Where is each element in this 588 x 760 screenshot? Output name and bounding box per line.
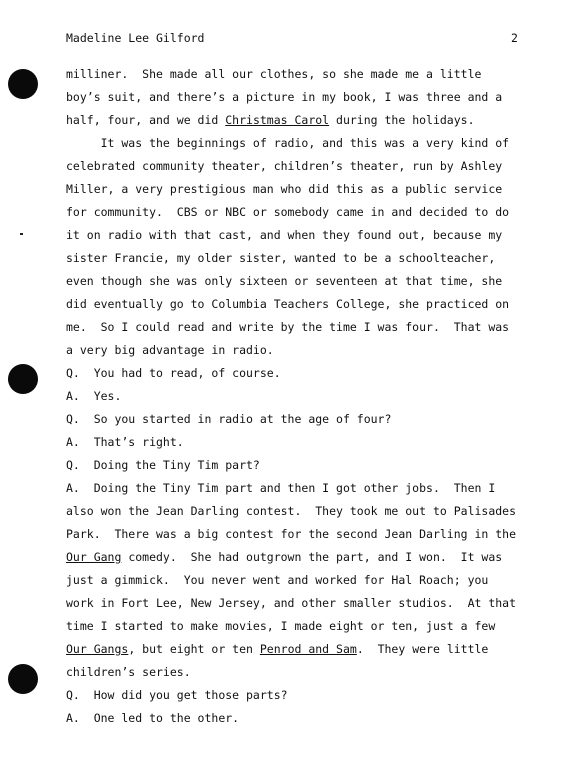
transcript-line: [66, 109, 536, 132]
transcript-line: [66, 224, 536, 247]
text-segment: sister Francie, my older sister, wanted to be a schoolteacher,: [66, 251, 496, 265]
transcript-line: [66, 661, 536, 684]
text-segment: , but eight or ten: [128, 642, 260, 656]
text-segment: during the holidays.: [329, 113, 475, 127]
transcript-line: [66, 477, 536, 500]
transcript-line: [66, 293, 536, 316]
transcript-line: [66, 316, 536, 339]
text-segment: A. One led to the other.: [66, 711, 240, 725]
transcript-line: [66, 132, 536, 155]
transcript-line: [66, 454, 536, 477]
text-segment: Q. So you started in radio at the age of four?: [66, 412, 392, 426]
text-segment: Q. You had to read, of course.: [66, 366, 281, 380]
transcript-line: [66, 339, 536, 362]
transcript-line: [66, 178, 536, 201]
text-segment: It was the beginnings of radio, and this was a very kind of: [66, 136, 510, 150]
text-segment: also won the Jean Darling contest. They took me out to Palisades: [66, 504, 517, 518]
transcript-line: [66, 592, 536, 615]
text-segment: me. So I could read and write by the time I was four. That was: [66, 320, 510, 334]
text-segment: time I started to make movies, I made eight or ten, just a few: [66, 619, 496, 633]
transcript-line: [66, 270, 536, 293]
transcript-line: [66, 684, 536, 707]
transcript-line: [66, 201, 536, 224]
text-segment: half, four, and we did: [66, 113, 226, 127]
underlined-title: Penrod and Sam: [259, 642, 357, 656]
binder-hole: [8, 664, 38, 694]
text-segment: did eventually go to Columbia Teachers College, she practiced on: [66, 297, 510, 311]
transcript-line: [66, 615, 536, 638]
text-segment: children’s series.: [66, 665, 191, 679]
text-segment: A. Doing the Tiny Tim part and then I got other jobs. Then I: [66, 481, 496, 495]
transcript-line: [66, 385, 536, 408]
transcript-line: [66, 86, 536, 109]
text-segment: even though she was only sixteen or seventeen at that time, she: [66, 274, 503, 288]
transcript-line: [66, 362, 536, 385]
text-segment: work in Fort Lee, New Jersey, and other smaller studios. At that: [66, 596, 517, 610]
underlined-title: Our Gangs: [66, 642, 129, 656]
transcript-line: [66, 500, 536, 523]
text-segment: a very big advantage in radio.: [66, 343, 274, 357]
text-segment: Miller, a very prestigious man who did this as a public service: [66, 182, 503, 196]
transcript-line: [66, 638, 536, 661]
text-segment: boy’s suit, and there’s a picture in my book, I was three and a: [66, 90, 503, 104]
transcript-line: [66, 63, 536, 86]
scan-speck: [20, 233, 23, 235]
text-segment: Park. There was a big contest for the second Jean Darling in the: [66, 527, 517, 541]
text-segment: milliner. She made all our clothes, so she made me a little: [66, 67, 482, 81]
transcript-line: [66, 546, 536, 569]
transcript-line: [66, 431, 536, 454]
text-segment: . They were little: [356, 642, 489, 656]
text-segment: Q. Doing the Tiny Tim part?: [66, 458, 260, 472]
transcript-line: [66, 155, 536, 178]
text-segment: comedy. She had outgrown the part, and I won. It was: [121, 550, 503, 564]
transcript-line: [66, 523, 536, 546]
underlined-title: Our Gang: [66, 550, 122, 564]
binder-hole: [8, 364, 38, 394]
header-interviewee-name: Madeline Lee Gilford: [66, 31, 205, 45]
text-segment: just a gimmick. You never went and worked for Hal Roach; you: [66, 573, 489, 587]
transcript-body: [66, 63, 536, 730]
text-segment: A. Yes.: [66, 389, 122, 403]
text-segment: celebrated community theater, children’s theater, run by Ashley: [66, 159, 503, 173]
text-segment: Q. How did you get those parts?: [66, 688, 288, 702]
binder-hole: [8, 69, 38, 99]
transcript-line: [66, 707, 536, 730]
transcript-line: [66, 569, 536, 592]
text-segment: for community. CBS or NBC or somebody came in and decided to do: [66, 205, 510, 219]
page-number: 2: [511, 31, 518, 45]
text-segment: it on radio with that cast, and when they found out, because my: [66, 228, 503, 242]
transcript-line: [66, 408, 536, 431]
transcript-line: [66, 247, 536, 270]
underlined-title: Christmas Carol: [225, 113, 330, 127]
text-segment: A. That’s right.: [66, 435, 184, 449]
